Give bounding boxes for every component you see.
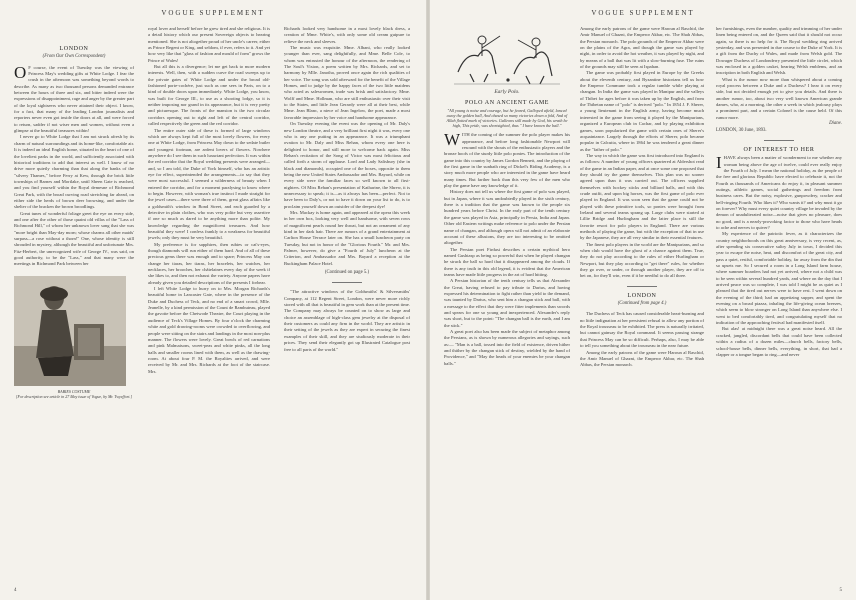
london-para-5: But all this is a divergence; let me get back to more modern interests. Well, then, with a sudden curve the road sweeps up to the private gates of White Lodge and under the broad old-fashioned porte-cochère, just such as one sees in Paris, on to a kind of double doors upon immediately. White Lodge, you know, was built for George III., to use as a shooting lodge, so it is neither imposing nor grand in its appearance, but it is very pretty and picturesque. The fronts of the mansion is the two circular corridors opening out to right and left of the central corridor, called respectively the green and the red corridor. xyxy=(148,64,270,127)
dateline: LONDON, 30 June, 1893. xyxy=(716,127,767,133)
interest-title: OF INTEREST TO HER xyxy=(743,146,815,153)
left-column-2 xyxy=(148,26,270,375)
polo-players-illustration xyxy=(448,22,566,90)
drop-cap-o: O xyxy=(14,62,27,82)
polo-para-8: The way in which the game was first introduced into England is as follows: A number of young officers quartered at Aldershot read of the game in an Indian paper, and at once some one proposed that they should try the game themselves. This plan was no sooner agreed upon than it was carried out. The officers supplied themselves with hockey sticks and billiard balls, and with this crude outfit, and upon big horses, was the first game of polo ever played in England. It was soon seen that the game could not be played with these primitive tools, so ponies were brought from Ireland and several teams sprang up. Large clubs were started at Lillie Bridge and Hurlingham and the latter place is still the favorite resort for polo players in England. There are various methods of playing the game, but with the exception of that in use by the Japanese, they are all very similar in their essential features. xyxy=(580,152,704,241)
drop-cap-i: I xyxy=(716,153,722,173)
interest-para-2: My experience of the patriotic fever, as it characterizes the country neighborhoods on this great anniversary, is very recent, as, after spending six consecutive sultry July in town, I decided this year to escape the noise, heat, and discomfort of the great city, and pass a quiet, restful, comfortable holiday, far away from the din that so upsets me. So I secured a room in a Long Island farm house, where summer boarders had not yet arrived, where not a child was to be seen within several hundred yards, and where on the day that I arrived peace was so complete, I was told I might be as quiet as I pleased that the tired out nerves were to have rest. I went down on the evening of the third; had an appetizing supper, and spent the evening on a broad piazza, inhaling the life-giving ocean breezes, which seem to blow stronger on Long Island than anywhere else. I went to bed comfortably tired, and congratulating myself that no indication of the approaching festival had manifested itself. xyxy=(716,231,842,326)
left-column-1 xyxy=(14,26,134,399)
polo-para-7: The game was probably first played in Europe by the Greeks about the eleventh century, and Byzantine historians tell us how the Emperor Commune took a regular tumble while playing at changan. In India the game was played in Manipur and the valleys of Thibet for ages before it was taken up by the English, and from the Thibetan name of "polo" is derived "polo." In 1854 J. F. Sherer, a young lieutenant in the English army, having become much interested in the game from seeing it played by the Manipurians, organized a European club in Cachar, and by playing exhibition games, soon popularized the game with certain ones of Sherer's acquaintance. Largely through the efforts of Sherer, polo became popular in Calcutta, where in 1864 he was tendered a great dinner as the "father of polo." xyxy=(580,70,704,152)
london-continued-title: LONDON xyxy=(627,292,657,299)
london-para-12: Mrs. Mackay is home again, and appeared at the opera this week in her own box, looking very well and handsome, with seven rows of magnificent pearls round her throat, but not an ornament of any kind in her dark hair. There are rumors of a grand entertainment at Carlton House Terrace later on. She has a small luncheon party on Tuesday, but not in honor of the "Glorious Fourth." Mr. and Mrs. Palmer, however, do give a "Fourth of July" luncheon at the Criterion, and Ambassador and Mrs. Bayard a reception at the Buckingham Palace Hotel. xyxy=(284,209,410,266)
photo-caption: BABIES COSTUME xyxy=(57,388,91,394)
costume-figure-illustration xyxy=(14,276,126,386)
right-page xyxy=(430,0,856,600)
continued-note: (Continued on page 5.) xyxy=(324,270,370,276)
goldsmiths-notice: "The attractive windows of the Goldsmiths' & Silversmiths' Company, at 112 Regent Street, London, were never more richly stored with all that is beautiful in gem work than at the present time. The Company may always be counted on to show as large and choice an assemblage of high-class gem jewelry at the disposal of their customers as could any firm in the world. They are artistic in their setting of the jewels as they are expert in securing the finest examples of their skill, and they are studiously moderate in their prices. They send their elegantly got up Illustrated Catalogue post free to all parts of the world." xyxy=(284,289,410,352)
london-para-6: The entire outer side of these is formed of large windows which are always kept full of the most lovely flowers, for every one at White Lodge, from Princess May down to the sedate butler and youngest footman, are ardent lovers of flowers. Nowhere anywhere do I see them in such luxuriant perfection. It was within the red corridor that the Royal wedding presents were arranged—and, so I am told, the Duke of York himself, who has an artistic eye for effect, superintended the arrangements—to say that they were most successful. I seemed a wilderness of beauty when I entered the corridor, and for a moment paralysing to know where to begin. However, with woman's true instinct I made straight for the jewel cases—there were three of them, great glass affairs like a goldsmith's window in Bond Street, and each guarded by a detective in plain clothes, who was very polite but very assertive if one so much as dared to be anything more than polite. My knowledge regarding the magnificent treasures. And how beautiful they were! I confess frankly to a weakness for beautiful jewels; only they must be very beautiful. xyxy=(148,127,270,241)
running-head-right: VOGUE SUPPLEMENT xyxy=(591,9,695,17)
london-para-3: Great tunes of wonderful foliage greet the eye on every side, and one after the other of those quaint old villas of the "Lass of Richmond Hill," of whom her unknown lover sang that she was "more bright than May-day morn; whose charms all other maids' surpass—a rose without a thorn!" One, whose identity is still shrouded in mystery, although the beautiful and unfortunate Mrs. Fitz-Herbert, the unrecognized wife of George IV., was said, on good authority, to be the "Lass," and that many were the meetings in Richmond Park between her xyxy=(14,210,134,267)
polo-para-6: Among the early patrons of the game were Haroun al Raschid, the Amir Manuel of Ghazni, the Emperor Akbar, etc. The Shah Abbas, the Persian monarch. The polo grounds of the Emperor Akbar were on the plains of the Agra, and though the game was played by night, in order to avoid the hot weather, it was played by night, and by means of a ball that was lit with a slow-burning fuse. The ruins of the grounds may still be seen at Ispahan. xyxy=(580,26,704,70)
london-para-8: I left White Lodge to hurry on to Mrs. Morgan Richards's beautiful home in Lancaster Gate, where in the presence of the Duke and Duchess of Teck, and no end of a smart crowd, Mlle. Jeanelle, by a kind permission of the Count de Rambuteau, played the gavotte before the Chetwode Theatre, the Court playing in the audience of Teck's Village Homes. By four o'clock the charming white and gold drawing-rooms were crowded to overflowing, and people were sitting on the stairs and landings in the most non-plus manner. The flowers were lovely. Great bowls of red carnations and pink Malmaisons, sweet-peas and white pinks, all the long halls and smaller rooms lined with them, as well as the drawing-room. At about four P. M. the Royalties arrived, and were received by Mr. and Mrs. Richards at the foot of the staircase. Mrs. xyxy=(148,286,270,374)
folio-right: 5 xyxy=(839,588,842,593)
babies-costume-photo xyxy=(14,276,126,386)
sketch-caption: Early Polo. xyxy=(494,89,520,95)
london-para-11: On Tuesday evening the event was the opening of Mr. Daly's new London theatre, and a very brilliant first night it was, every one who is any one putting in an appearance. It was a triumphant ovation to Mr. Daly and Miss Rehan, whom every one here is delighted to honor, and still more to welcome back again. Miss Rehan's recitation of the Song of Victor was most felicitous and called forth a storm of applause. Lord and Lady Salisbury (she in black and diamonds), occupied one of the boxes, opposite to them being the new United States Ambassador and Mrs. Bayard, while on every side were the familiar faces so well known to all first-nighters. Of Miss Rehan's presentation of Katharine, the Shrew, it is unnecessary to speak; it is—as it always has been—perfect. Not to have been to Daly's, or not to have it down on your list to do, is to proclaim yourself down an outsider of the deepest dye! xyxy=(284,121,410,209)
polo-para-4: A Persian historian of the tenth century tells us that Alexander the Great, having refused to pay tribute to Darius, and having expressed his determination to fight rather than yield to the demand, was taunted by Darius, who sent him a changan stick and ball, with a message to the effect that they were fitter implements than swords and spears for one so young and inexperienced. Alexander's reply was short, but to the point: "The changan ball is the earth, and I am the stick." xyxy=(444,278,570,328)
london-para-1: O F course, the event of Tuesday was the viewing of Princess May's wedding gifts at White Lodge. I fear the crush in the afternoon was something beyond words to describe. As many as two thousand persons demanded entrance between the hours of three and six, and bitter indeed were the expressions of disappointment, rage and anger by the greater part of the loyal sightseers who never attained their object. I know, for a fact, that many of the leading London journalists and reporters never even got inside the doors at all, and were forced to return, sadder if not wiser men and women, without even a glimpse at the beautiful treasures within! xyxy=(14,62,134,134)
london-para-9: Richards looked very handsome in a most lovely black dress, a creation of Mme. White's, with only some old cream guipure to relieve the neck and sleeves. xyxy=(284,26,410,44)
polo-para-2: History does not tell us where the first game of polo was played, but in Japan, where it was undoubtedly played in the sixth century, there is a tradition that the game was known to the people six hundred years before Christ. In the early part of the tenth century the game was played in Asia, principally in Persia, India and Japan. Other old Eastern writings make reference to polo under the Persian name of changan, and although opera will not admit of an elaborate account of these allusions, they are too interesting to be omitted altogether. xyxy=(444,189,570,246)
left-column-3 xyxy=(284,26,410,353)
london-para-14: Among the early patrons of the game were Haroun al Raschid, the Amir Manuel of Ghazni, the Emperor Akbar, etc. The Shah Abbas, the Persian monarch. xyxy=(580,349,704,368)
interest-para-3: But alas! at midnight there was a great noise heard. All the cracked, jangled, discordant bells that could have been collected within a radius of a dozen miles—church bells, factory bells, school-house bells, dinner bells, everything, in short, that had a clapper or a tongue began to ring—and never xyxy=(716,326,842,357)
london-continued-from: (Continued from page 4.) xyxy=(617,301,667,307)
polo-epigraph: "All young is noise and courage, but he feared, Galloped afield, lanced away the golden ball, And chased so many victories down a fold, And of Allah flotted mark of victories. Galleons still made by God, his wrath be high, This pride, was shortsighted, thus " I have known the ball." xyxy=(446,108,568,129)
photo-note: [For description see article in 27 May issue of Vogue, by Mr. Twyeffort.] xyxy=(15,393,133,399)
divider xyxy=(764,140,794,141)
london-byline: (From Our Own Correspondent) xyxy=(42,54,106,60)
london-para-13: The Duchess of Teck has caused considerable heart-burning and no little indignation at her persistent refusal to allow any portion of the Royal trousseau to be exhibited. The press is naturally irritated, but cannot gainsay the Royal command. It seems passing strange that Princess May can be so difficult. Perhaps, also, I may be able to tell you something about the trousseau in the near future. xyxy=(580,311,704,349)
right-column-1 xyxy=(444,22,570,367)
london-para-7: My preference is for sapphires, then rubies or cat's-eyes, though diamonds will run either of them hard. And of all of these precious gems there was enough and to spare; Princess May can change her tiaras, her tiaras, her bracelets, her watches, her necklaces, her brooches, her châtelaines every day of the week if she likes to, and then not exhaust the variety. Anyone papers have already given you detailed descriptions of the presents I forbear. xyxy=(148,241,270,285)
right-column-2 xyxy=(580,26,704,369)
divider xyxy=(332,282,362,283)
running-head-left: VOGUE SUPPLEMENT xyxy=(161,9,265,17)
polo-sketch xyxy=(448,22,566,90)
london-para-16: What is the rumor now more than whispered about a coming royal process between a Duke and a Duchess? I hear it on every side, but not decided enough yet to give you details. And there is another rumor, too, about two very well known American grande dames, who, at a morning, the other a week in which jealousy plays a prominent part, and a certain Colonel is the cause held. Of this rumor more. xyxy=(716,76,842,120)
london-para-15: her furnishings, even the number, quality and trimming of her under linen being entered on, and the Queen said that it should not occur again, so there is no help for it. The Royal wedding ring arrived yesterday, and was presented in due course to the Duke of York. It is a gift from the Duchy of Wales, and made from Welsh gold. The Dowager Duchess of Londonderry presented the little circlet, which was enclosed in a golden casket, bearing Welsh emblems, and an inscription in both English and Welsh. xyxy=(716,26,842,76)
interest-para-1: IHAVE always been a matter of wonderment to me whether any woman being above the age of twelve, could ever really enjoy the Fourth of July. I mean the national holiday, as the people of the free and glorious Republic have elected to celebrate it, not the Fourth as thousands of Americans do enjoy it, in pleasant summer outings, athletic games, social gatherings and freedom from business cares. But the noisy, explosive, gunpowdery, cracker and bell-ringing Fourth. Who likes it? Who wants it? and why must it go on forever? Why must every quiet country village be invaded by the demon of unadulterated noise—noise that gives no pleasure, does no good, and is a nearly-provoking factor to those who have heads to ache and nerves to quiver? xyxy=(716,153,842,230)
left-page xyxy=(0,0,426,600)
polo-para-5: A great poet also has been made the subject of metaphor among the Persians, as is shown by numerous allegories and sayings, such as:— "Man is a ball, tossed into the field of existence, driven hither and thither by the changan stick of destiny, wielded by the hand of Providence," and "May the heads of your enemies be your changan balls." xyxy=(444,329,570,366)
london-title: LONDON xyxy=(59,46,89,52)
right-column-3 xyxy=(716,26,842,358)
signature: Diane. xyxy=(829,121,842,127)
folio-left: 4 xyxy=(14,588,17,593)
polo-para-3: The Persian poet Firdusi describes a certain mythical hero named Gushtasp as being so powerful that when he played changan he struck the ball so hard that it disappeared among the clouds. If there is any truth in this old legend, it is evident that the American teams have made little progress in the art of hard hitting. xyxy=(444,246,570,277)
polo-para-1: WITH the coming of the summer the polo player makes his appearance, and before long fashionable Newport will resound with the shouts of the enthusiastic players and the bronze hoofs of the sturdy little polo ponies. The introduction of the game into this country by James Gordon Bennett, and the playing of the first game in the sunbath ring of Dickel's Riding Academy, is a story much more people who are interested in the game have heard many times. But farther back than this very few of the men who play the game have any knowledge of it. xyxy=(444,130,570,189)
polo-title: POLO AN ANCIENT GAME xyxy=(464,100,550,106)
drop-cap-w: W xyxy=(444,130,461,150)
divider xyxy=(627,286,657,287)
london-para-2: I never go to White Lodge that I am not struck afresh by its charm of natural surroundings and its home-like, comfortable air. It is indeed an ideal English home, situated in the heart of one of the loveliest parks in the world, and sufficiently associated with historical traditions to add that interest as well. I know of no drive more quietly charming than that along the banks of the "silvery Thames," before Ferry at Kew, through the brick little townships of Barnes and Mortlake, until Sheen Gate is reached, and you find yourself within the Royal demesne of Richmond Great Park, with the broad curving road stretching far ahead, on either side the herds of brown deer browsing, and under the shelter of the bracken the brown broodlings. xyxy=(14,134,134,210)
polo-para-9: The finest polo players in the world are the Manipurians, and so when club would have the ghost of a chance against them. True, they do not play according to the rules of either Hurlingham or Newport, but they play according to "get there" rules, for whether they go over, or under, or through another player, they are off to bet on, for they'll win, even if it be needful to do all three. xyxy=(580,241,704,279)
london-para-4: royal lover and herself before he grew tired and she religious. It is a detail history which our present Sovereign objects to hearing mentioned. She is not altogether proud of her uncle's career, either as Prince Regent or King, and seldom, if ever, refers to it. And yet how very like that "glass of fashion and mould of form" grows the Prince of Wales! xyxy=(148,26,270,63)
london-para-10: The music was exquisite. Mme. Albani, who really looked younger than ever, sang delightfully, and Mme. Belle Cole, to whom was entrusted the honour of the afternoon, the rendering of The Soul's Vision, a poem written by Mrs. Richards, and set to harmony by Mlle. Janotha, proved once again the rich qualities of her voice. The song was sold afterward for the benefit of the Village Homes, and to judge by the happy faces of the two little maidens who acted as saleswomen, trade was brisk and satisfactory. Mme. Wolff and Mme. Hollman, who are still enthusiastic over their visit to the States, and little Jean Gerardy were all at their best, while Mme. Jean Blanc, a niece of Jean Ingelow, the poet, made a most favorable impression by her voice and handsome appearance. xyxy=(284,45,410,120)
